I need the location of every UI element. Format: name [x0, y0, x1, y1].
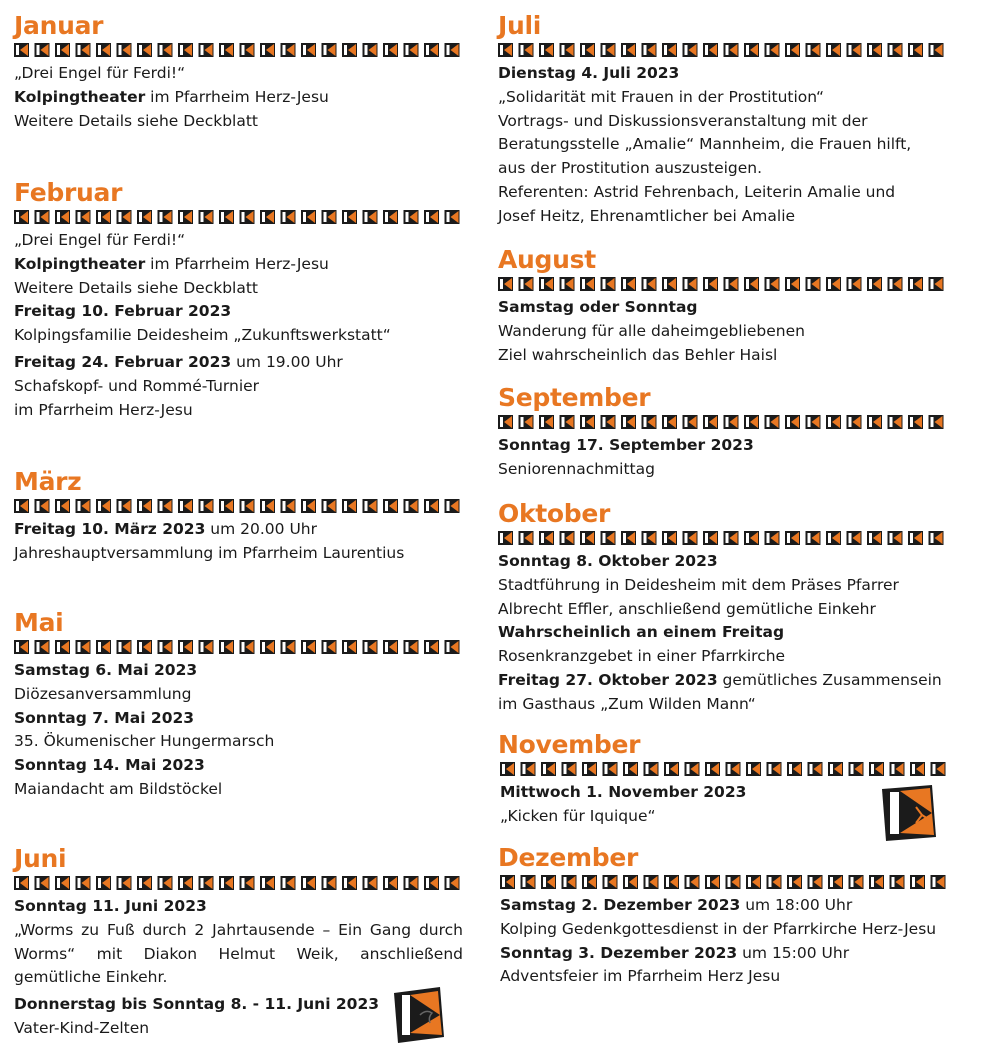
month-title: Dezember [498, 843, 639, 872]
month-title: März [14, 467, 82, 496]
event-description: Schafskopf- und Rommé-Turnier [14, 376, 260, 395]
event-description: Vater-Kind-Zelten [14, 1018, 150, 1037]
event-date: Freitag 10. Februar 2023 [14, 302, 232, 321]
event-description: Adventsfeier im Pfarrheim Herz Jesu [500, 967, 781, 986]
kolping-logo-strip-icon [14, 207, 464, 227]
month-title: August [498, 245, 596, 274]
event-date: Samstag oder Sonntag [498, 298, 698, 316]
event-note: Weitere Details siehe Deckblatt [14, 278, 259, 297]
event-date: Sonntag 17. September 2023 [498, 436, 754, 454]
event-date-time [500, 894, 955, 918]
event-description: aus der Prostitution auszusteigen. [498, 159, 763, 178]
event-speakers: Josef Heitz, Ehrenamtlicher bei Amalie [498, 206, 796, 225]
event-date: Freitag 27. Oktober 2023 [498, 670, 718, 689]
kolping-logo-strip-icon [498, 528, 953, 548]
event-date: Samstag 6. Mai 2023 [14, 661, 198, 679]
event-note: Weitere Details siehe Deckblatt [14, 111, 259, 130]
event-title: „Drei Engel für Ferdi!“ [14, 64, 186, 82]
event-date: Freitag 10. März 2023 [14, 520, 206, 538]
event-date: Sonntag 7. Mai 2023 [14, 708, 195, 727]
event-time: um 15:00 Uhr [737, 943, 850, 962]
event-date: Sonntag 8. Oktober 2023 [498, 552, 718, 570]
event-date: Dienstag 4. Juli 2023 [498, 64, 680, 82]
month-dezember [500, 842, 955, 989]
month-juli [498, 10, 953, 229]
month-title: Oktober [498, 499, 611, 528]
event-description: Wanderung für alle daheimgebliebenen [498, 321, 805, 340]
month-januar [14, 10, 464, 133]
month-title: Juni [14, 844, 67, 873]
event-date: Samstag 2. Dezember 2023 [500, 896, 741, 914]
event-time: um 20.00 Uhr [205, 520, 317, 538]
event-title: „Drei Engel für Ferdi!“ [14, 231, 186, 249]
event-date-description [498, 669, 953, 693]
event-date: Mittwoch 1. November 2023 [500, 783, 747, 801]
event-date: Sonntag 11. Juni 2023 [14, 897, 207, 915]
event-place: im Pfarrheim Herz-Jesu [145, 87, 329, 106]
event-description: „Worms zu Fuß durch 2 Jahrtausende – Ein Gang durch Worms“ mit Diakon Helmut Weik, anschließend gemütliche Einkehr. [14, 920, 463, 987]
event-title: „Solidarität mit Frauen in der Prostitution“ [498, 87, 825, 106]
event-description: Kolpingsfamilie Deidesheim „Zukunftswerkstatt“ [14, 326, 391, 345]
event-description: Jahreshauptversammlung im Pfarrheim Laurentius [14, 543, 405, 562]
month-september [498, 382, 953, 482]
event-date: Freitag 24. Februar 2023 [14, 352, 232, 371]
event-description: Diözesanversammlung [14, 684, 192, 703]
event-description: Beratungsstelle „Amalie“ Mannheim, die Frauen hilft, [498, 135, 912, 154]
event-time: um 19.00 Uhr [231, 352, 343, 371]
event-description: Stadtführung in Deidesheim mit dem Präses Pfarrer [498, 575, 899, 594]
month-oktober [498, 498, 953, 717]
event-description: Kolping Gedenkgottesdienst in der Pfarrkirche Herz-Jesu [500, 919, 937, 938]
event-description: Albrecht Effler, anschließend gemütliche Einkehr [498, 599, 876, 618]
event-time: um 18:00 Uhr [740, 896, 853, 914]
kolping-logo-strip-icon [500, 872, 955, 892]
event-description: 35. Ökumenischer Hungermarsch [14, 732, 275, 751]
event-title: „Kicken für Iquique“ [500, 806, 656, 825]
month-maerz [14, 466, 464, 566]
event-description: Vortrags- und Diskussionsveranstaltung mit der [498, 111, 868, 130]
event-location: im Gasthaus „Zum Wilden Mann“ [498, 694, 756, 713]
event-date: Sonntag 14. Mai 2023 [14, 756, 205, 775]
event-place: im Pfarrheim Herz-Jesu [145, 254, 329, 273]
event-description: Ziel wahrscheinlich das Behler Haisl [498, 345, 778, 364]
month-title: November [498, 730, 641, 759]
event-date-time [500, 942, 955, 966]
event-description: gemütliches Zusammensein [717, 670, 942, 689]
event-location [14, 253, 464, 277]
month-februar [14, 177, 464, 422]
event-location: im Pfarrheim Herz-Jesu [14, 400, 193, 419]
kolping-logo-strip-icon [14, 873, 464, 893]
month-title: Mai [14, 608, 64, 637]
kolping-logo-icon [880, 783, 938, 847]
kolping-logo-strip-icon [14, 40, 464, 60]
event-date-time [14, 351, 464, 375]
month-mai [14, 607, 464, 802]
kolping-logo-strip-icon [498, 40, 953, 60]
event-date: Wahrscheinlich an einem Freitag [498, 623, 785, 642]
kolping-logo-strip-icon [14, 637, 464, 657]
event-description: Maiandacht am Bildstöckel [14, 779, 223, 798]
kolping-logo-strip-icon [498, 274, 953, 294]
event-date: Donnerstag bis Sonntag 8. - 11. Juni 2023 [14, 995, 380, 1014]
month-title: Juli [498, 11, 542, 40]
month-title: September [498, 383, 651, 412]
kolping-logo-strip-icon [500, 759, 955, 779]
kolping-logo-icon [390, 985, 448, 1049]
kolping-logo-strip-icon [498, 412, 953, 432]
event-org: Kolpingtheater [14, 254, 146, 273]
kolping-logo-strip-icon [14, 496, 464, 516]
event-description: Rosenkranzgebet in einer Pfarrkirche [498, 647, 786, 666]
event-date-time [14, 518, 464, 542]
event-date: Sonntag 3. Dezember 2023 [500, 943, 738, 962]
event-speakers: Referenten: Astrid Fehrenbach, Leiterin Amalie und [498, 182, 896, 201]
month-title: Februar [14, 178, 123, 207]
month-august [498, 244, 953, 367]
event-location [14, 86, 464, 110]
month-title: Januar [14, 11, 104, 40]
event-org: Kolpingtheater [14, 87, 146, 106]
event-description: Seniorennachmittag [498, 459, 655, 478]
